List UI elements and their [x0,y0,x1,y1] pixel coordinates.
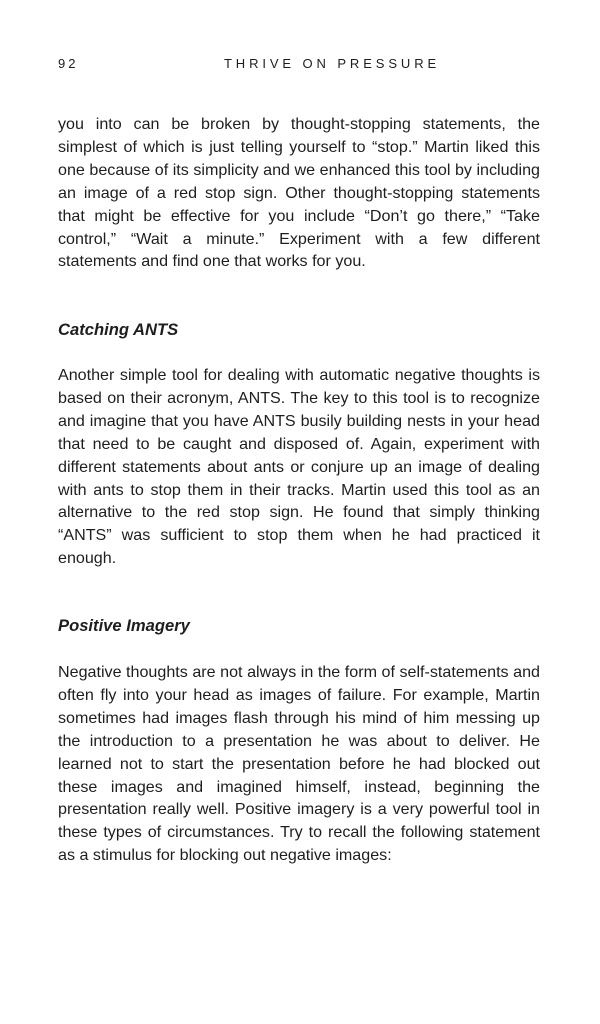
running-head [58,56,540,74]
paragraph-positive-imagery: Negative thoughts are not always in the form of self-statements and often fly into your head as images of failure. For example, Martin sometimes had images flash through his mind of him messing up the introduction to a presentation he was about to deliver. He learned not to start the presentation before he had blocked out these images and imagined himself, instead, beginning the presentation really well. Positive imagery is a very powerful tool in these types of circumstances. Try to recall the following statement as a stimulus for blocking out negative images: [58,663,540,865]
page-number: 92 [58,56,79,71]
heading-positive-imagery: Positive Imagery [58,616,190,635]
paragraph-catching-ants: Another simple tool for dealing with automatic negative thoughts is based on their acronym, ANTS. The key to this tool is to recognize and imagine that you have ANTS busily building nests in your head that need to be caught and disposed of. Again, experiment with different statements about ants or conjure up an image of dealing with ants to stop them in their tracks. Martin used this tool as an alternative to the red stop sign. He found that simply thinking “ANTS” was sufficient to stop them when he had practiced it enough. [58,366,540,568]
book-title: THRIVE ON PRESSURE [223,56,441,71]
heading-catching-ants: Catching ANTS [58,320,179,339]
paragraph-thought-stopping: you into can be broken by thought-stopping statements, the simplest of which is just telling yourself to “stop.” Martin liked this one because of its simplicity and we enhanced this tool by including an image of a red stop sign. Other thought-stopping statements that might be effective for you include “Don’t go there,” “Take control,” “Wait a minute.” Experiment with a few different statements and find one that works for you. [58,115,540,271]
